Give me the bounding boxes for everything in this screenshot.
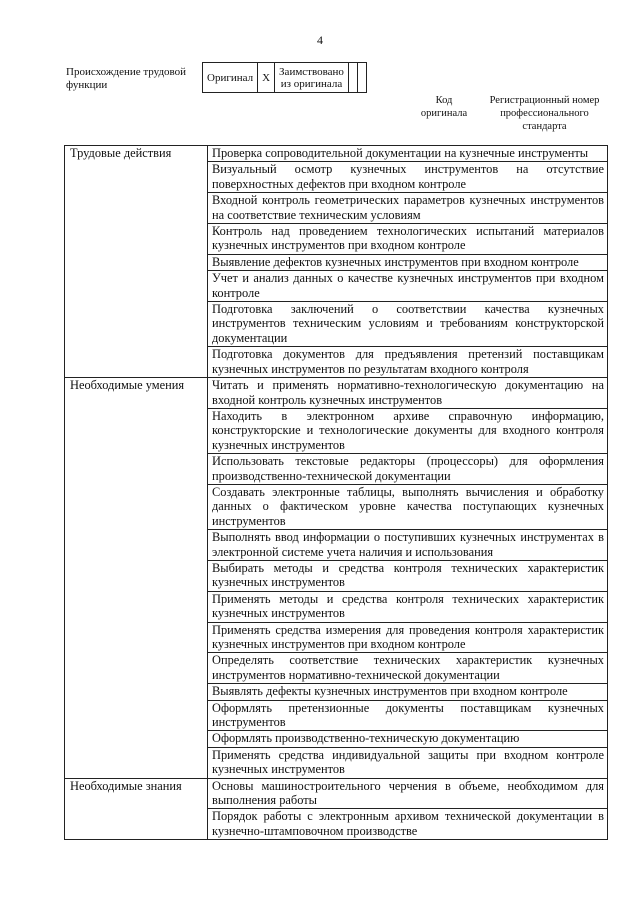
origin-label: Происхождение трудовой функции <box>66 66 187 91</box>
section-item: Порядок работы с электронным архивом технической документации в кузнечно-штамповочном производстве <box>208 809 608 840</box>
section-item: Выявление дефектов кузнечных инструментов при входном контроле <box>208 254 608 270</box>
section-title: Трудовые действия <box>65 146 208 378</box>
page-number: 4 <box>317 33 323 47</box>
section-item: Создавать электронные таблицы, выполнять вычисления и обработку данных о фактическом уровне качества поступающих кузнечных инструментов <box>208 484 608 529</box>
section-title: Необходимые умения <box>65 378 208 779</box>
original-code-cell <box>348 63 357 93</box>
section-item: Выбирать методы и средства контроля технических характеристик кузнечных инструментов <box>208 560 608 591</box>
section-item: Читать и применять нормативно-технологическую документацию на входной контроль кузнечных инструментов <box>208 378 608 409</box>
section-item: Применять методы и средства контроля технических характеристик кузнечных инструментов <box>208 591 608 622</box>
section-item: Определять соответствие технических характеристик кузнечных инструментов нормативно-технической документации <box>208 653 608 684</box>
section-item: Использовать текстовые редакторы (процессоры) для оформления производственно-технической документации <box>208 454 608 485</box>
section-item: Входной контроль геометрических параметров кузнечных инструментов на соответствие техническим условиям <box>208 193 608 224</box>
section-item: Выполнять ввод информации о поступивших кузнечных инструментах в электронной системе учета наличия и использования <box>208 530 608 561</box>
section-item: Находить в электронном архиве справочную информацию, конструкторские и технологические документы для входного контроля кузнечных инструментов <box>208 408 608 453</box>
section-item: Визуальный осмотр кузнечных инструментов на отсутствие поверхностных дефектов при входном контроле <box>208 162 608 193</box>
borrowed-cell: Заимствовано из оригинала <box>275 63 349 93</box>
section-item: Применять средства измерения для проведения контроля характеристик кузнечных инструментов при входном контроле <box>208 622 608 653</box>
table-row <box>65 778 608 809</box>
section-item: Оформлять производственно-техническую документацию <box>208 731 608 747</box>
origin-table <box>202 62 367 93</box>
section-item: Подготовка заключений о соответствии качества кузнечных инструментов техническим условиям и требованиям конструкторской документации <box>208 302 608 347</box>
table-row <box>65 146 608 162</box>
section-item: Проверка сопроводительной документации на кузнечные инструменты <box>208 146 608 162</box>
section-title: Необходимые знания <box>65 778 208 840</box>
section-item: Применять средства индивидуальной защиты при входном контроле кузнечных инструментов <box>208 747 608 778</box>
section-item: Оформлять претензионные документы поставщикам кузнечных инструментов <box>208 700 608 731</box>
section-item: Выявлять дефекты кузнечных инструментов при входном контроле <box>208 684 608 700</box>
section-item: Подготовка документов для предъявления претензий поставщикам кузнечных инструментов по результатам входного контроля <box>208 347 608 378</box>
original-mark: X <box>258 63 275 93</box>
code-caption: Код оригинала <box>420 95 468 119</box>
section-item: Контроль над проведением технологических испытаний материалов кузнечных инструментов при входном контроле <box>208 224 608 255</box>
registration-caption: Регистрационный номер профессионального стандарта <box>489 95 600 132</box>
labor-function-table <box>64 145 608 840</box>
registration-number-cell <box>357 63 366 93</box>
section-item: Учет и анализ данных о качестве кузнечных инструментов при входном контроле <box>208 271 608 302</box>
original-cell: Оригинал <box>203 63 258 93</box>
table-row <box>65 378 608 409</box>
section-item: Основы машиностроительного черчения в объеме, необходимом для выполнения работы <box>208 778 608 809</box>
